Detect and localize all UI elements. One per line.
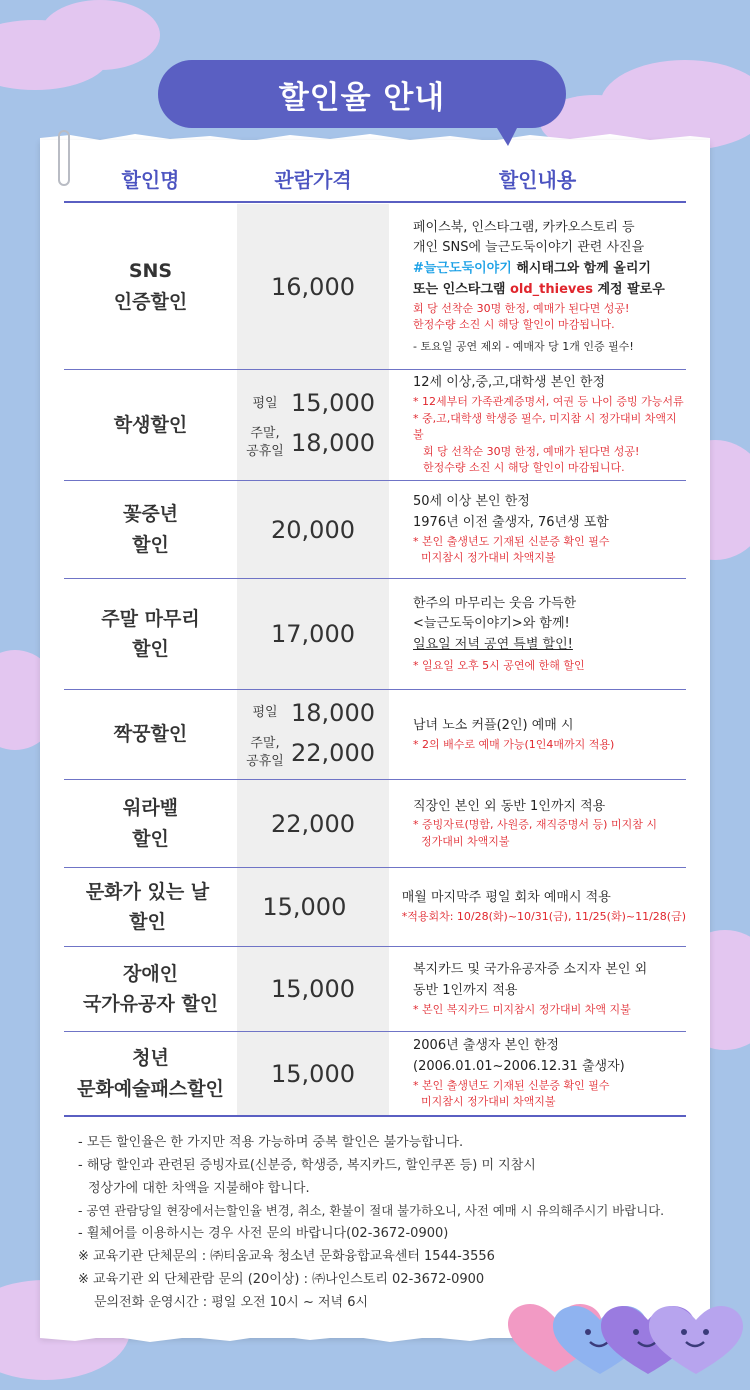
discount-name-line: 주말 마무리 (101, 607, 200, 630)
note-line: * 12세부터 가족관계증명서, 여권 등 나이 증빙 가능서류 (413, 395, 684, 409)
content-line (413, 259, 686, 280)
price-value: 15,000 (262, 893, 347, 921)
discount-content (389, 204, 686, 369)
weekday-price: 18,000 (291, 698, 375, 727)
discount-name (64, 1032, 237, 1115)
discount-name: 학생할인 (113, 413, 188, 436)
content-line: 남녀 노소 커플(2인) 예매 시 (413, 717, 574, 733)
content-line: <늘근도둑이야기>와 함께! (413, 616, 570, 632)
table-row (64, 370, 686, 481)
weekday-price: 15,000 (291, 389, 375, 418)
footer-line: - 해당 할인과 관련된 증빙자료(신분증, 학생증, 복지카드, 할인쿠폰 등) 미 지참시 (78, 1158, 536, 1173)
discount-name-line: SNS (128, 260, 173, 283)
note-line: 정가대비 차액지불 (421, 834, 510, 848)
discount-name-line: 할인 (132, 533, 169, 556)
discount-name-line: 장애인 (122, 962, 179, 985)
header-content: 할인내용 (498, 167, 577, 192)
note-line: * 본인 출생년도 기재된 신분증 확인 필수 (413, 1078, 610, 1092)
discount-name-line: 국가유공자 할인 (82, 993, 219, 1015)
content-line: 2006년 출생자 본인 한정 (413, 1038, 559, 1054)
content-line: 일요일 저녁 공연 특별 할인! (413, 637, 573, 653)
footer-line: - 모든 할인율은 한 가지만 적용 가능하며 중복 할인은 불가능합니다. (78, 1135, 464, 1150)
weekend-price: 18,000 (291, 429, 375, 457)
note-line: 한정수량 소진 시 해당 할인이 마감됩니다. (413, 318, 615, 332)
table-row (64, 481, 686, 579)
note-line: 미지참시 정가대비 차액지불 (421, 551, 556, 565)
weekend-label-line: 공휴일 (246, 444, 284, 459)
table-row (64, 579, 686, 690)
content-small: - 토요일 공연 제외 - 예매자 당 1개 인증 필수! (413, 339, 634, 353)
cloud-decoration (40, 0, 160, 70)
note-line: * 2의 배수로 예매 가능(1인4매까지 적용) (413, 737, 615, 751)
content-line: 동반 1인까지 적용 (413, 982, 518, 998)
note-line: * 중,고,대학생 학생증 필수, 미지참 시 정가대비 차액지불 (413, 411, 677, 442)
discount-name-line: 꽃중년 (122, 503, 179, 526)
discount-name-line: 할인 (132, 827, 169, 850)
discount-content (389, 370, 686, 480)
weekday-label: 평일 (252, 705, 278, 721)
footer-notes (78, 1131, 698, 1314)
heart-characters-icon (500, 1300, 750, 1380)
discount-name-line: 문화예술패스할인 (77, 1077, 224, 1100)
discount-name-line: 할인 (129, 911, 166, 933)
price-value: 15,000 (271, 975, 355, 1003)
page-title: 할인율 안내 (158, 60, 566, 128)
footer-line: - 공연 관람당일 현장에서는할인율 변경, 취소, 환불이 절대 불가하오니, 사전 예매 시 유의해주시기 바랍니다. (78, 1203, 665, 1218)
weekend-label-line: 주말, (250, 735, 280, 751)
discount-name (64, 481, 237, 578)
content-line: (2006.01.01~2006.12.31 출생자) (413, 1059, 625, 1074)
footer-line: ※ 교육기관 외 단체관람 문의 (20이상) : ㈜나인스토리 02-3672-0900 (78, 1271, 485, 1287)
table-row (64, 868, 686, 947)
discount-content (389, 481, 686, 578)
table-row (64, 1032, 686, 1117)
weekend-label (245, 735, 285, 770)
note-line: 회 당 선착순 30명 한정, 예매가 된다면 성공! (413, 301, 630, 315)
discount-content (389, 947, 686, 1031)
instagram-account: old_thieves (509, 282, 593, 297)
discount-name (64, 947, 237, 1031)
note-line: * 본인 출생년도 기재된 신분증 확인 필수 (413, 534, 610, 548)
content-line: 매월 마지막주 평일 회차 예매시 적용 (401, 890, 611, 906)
content-line: 복지카드 및 국가유공자증 소지자 본인 외 (413, 961, 648, 977)
price-weekday (245, 699, 375, 727)
note-line: 미지참시 정가대비 차액지불 (421, 1095, 556, 1109)
content-line: 50세 이상 본인 한정 (413, 494, 530, 510)
discount-content (389, 780, 686, 867)
discount-content (378, 868, 686, 946)
weekend-price: 22,000 (291, 738, 375, 767)
price-weekend (245, 425, 375, 460)
content-text: 또는 인스타그램 (413, 282, 510, 297)
weekend-label-line: 주말, (250, 426, 280, 442)
price-value: 16,000 (271, 272, 355, 301)
discount-content (389, 579, 686, 689)
footer-line: 정상가에 대한 차액을 지불해야 합니다. (88, 1181, 310, 1196)
price-pair (237, 690, 389, 779)
content-line: 직장인 본인 외 동반 1인까지 적용 (413, 798, 606, 814)
table-row (64, 947, 686, 1032)
discount-name (64, 204, 237, 369)
note-line: * 일요일 오후 5시 공연에 한해 할인 (413, 658, 585, 672)
discount-name: 짝꿍할인 (113, 723, 188, 746)
weekend-label-line: 공휴일 (246, 753, 284, 769)
header-name: 할인명 (121, 167, 180, 192)
table-row (64, 204, 686, 370)
header-price: 관람가격 (274, 167, 352, 192)
price-weekend (245, 735, 375, 770)
discount-name (64, 780, 237, 867)
content-line (413, 280, 686, 301)
note-line: 한정수량 소진 시 해당 할인이 마감됩니다. (423, 461, 625, 475)
discount-name-line: 문화가 있는 날 (85, 880, 210, 903)
hashtag: #늘근도둑이야기 (413, 261, 512, 277)
footer-line: ※ 교육기관 단체문의 : ㈜티움교육 청소년 문화융합교육센터 1544-3556 (78, 1248, 495, 1264)
discount-name-line: 워라밸 (122, 797, 179, 820)
note-line: 회 당 선착순 30명 한정, 예매가 된다면 성공! (423, 444, 640, 458)
price-value: 22,000 (271, 809, 355, 838)
note-line: * 증빙자료(명함, 사원증, 재직증명서 등) 미지참 시 (413, 818, 657, 832)
content-line: 페이스북, 인스타그램, 카카오스토리 등 (413, 219, 635, 235)
content-line: 12세 이상,중,고,대학생 본인 한정 (413, 375, 606, 391)
content-line: 한주의 마무리는 웃음 가득한 (413, 595, 577, 611)
paperclip-icon (58, 130, 70, 186)
table-row (64, 780, 686, 868)
discount-content (389, 1032, 686, 1115)
table-header (64, 155, 686, 203)
price-pair (237, 370, 389, 480)
price-value: 20,000 (271, 515, 355, 544)
weekday-label: 평일 (252, 395, 278, 411)
content-line: 개인 SNS에 늘근도둑이야기 관련 사진을 (413, 240, 645, 256)
note-line: * 본인 복지카드 미지참시 정가대비 차액 지불 (413, 1002, 631, 1016)
discount-table (64, 204, 686, 1117)
discount-name-line: 할인 (132, 638, 169, 660)
footer-line: - 휠체어를 이용하시는 경우 사전 문의 바랍니다(02-3672-0900) (78, 1225, 449, 1241)
table-row (64, 690, 686, 780)
price-weekday (245, 389, 375, 417)
weekend-label (245, 425, 285, 460)
price-value: 15,000 (271, 1059, 355, 1088)
discount-name-line: 청년 (132, 1047, 169, 1070)
price-value: 17,000 (271, 620, 355, 648)
footer-line: 문의전화 운영시간 : 평일 오전 10시 ~ 저녁 6시 (94, 1294, 369, 1310)
content-text: 계정 팔로우 (592, 282, 665, 297)
note-line: *적용회차: 10/28(화)~10/31(금), 11/25(화)~11/28(금) (401, 910, 686, 924)
content-text: 해시태그와 함께 올리기 (511, 261, 651, 277)
discount-name (64, 868, 231, 946)
discount-name-line: 인증할인 (113, 290, 188, 313)
discount-content (389, 690, 686, 779)
discount-name (64, 579, 237, 689)
content-line: 1976년 이전 출생자, 76년생 포함 (413, 515, 609, 530)
